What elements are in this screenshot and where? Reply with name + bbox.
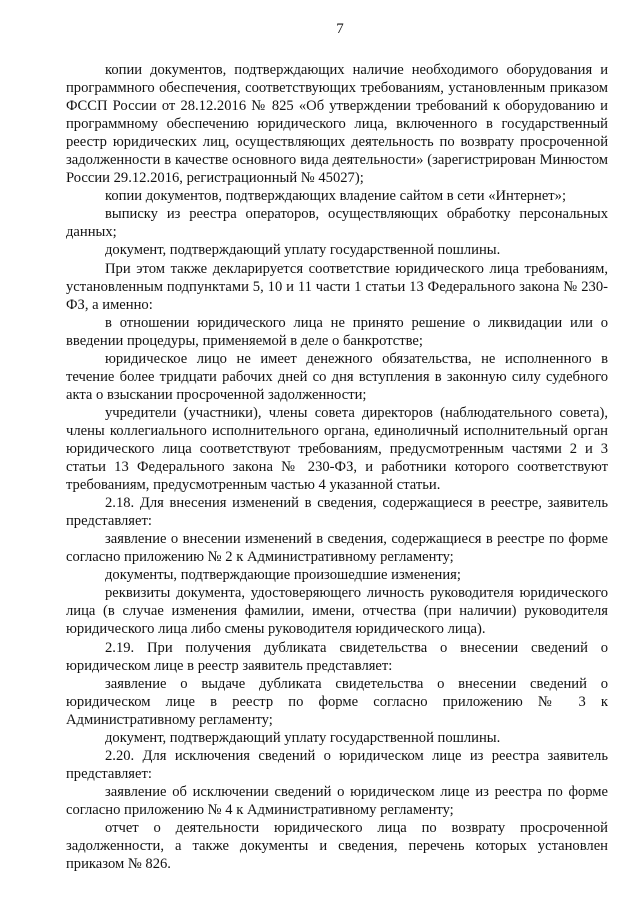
paragraph-declaration: При этом также декларируется соответствие юридического лица требованиям, установленным подпунктами 5, 10 и 11 части 1 статьи 13 Федерального закона № 230-ФЗ, а именно:	[66, 260, 608, 313]
paragraph-activity-report: отчет о деятельности юридического лица по возврату просроченной задолженности, а также документы и сведения, перечень которых установлен приказом № 826.	[66, 819, 608, 873]
document-body	[66, 61, 608, 873]
paragraph-no-monetary-obligation: юридическое лицо не имеет денежного обязательства, не исполненного в течение более тридцати рабочих дней со дня вступления в законную силу судебного акта о взыскании просроченной задолженности;	[66, 350, 608, 403]
paragraph-no-liquidation: в отношении юридического лица не принято решение о ликвидации или о введении процедуры, применяемой в деле о банкротстве;	[66, 314, 608, 349]
paragraph-change-documents: документы, подтверждающие произошедшие изменения;	[105, 567, 461, 584]
paragraph-2-20: 2.20. Для исключения сведений о юридическом лице из реестра заявитель представляет:	[66, 747, 608, 782]
paragraph-website-ownership: копии документов, подтверждающих владение сайтом в сети «Интернет»;	[105, 188, 567, 205]
paragraph-duplicate-state-duty: документ, подтверждающий уплату государственной пошлины.	[105, 729, 501, 746]
paragraph-2-19: 2.19. При получения дубликата свидетельства о внесении сведений о юридическом лице в реестр заявитель представляет:	[66, 639, 608, 674]
paragraph-state-duty: документ, подтверждающий уплату государственной пошлины.	[105, 242, 501, 259]
paragraph-operators-registry: выписку из реестра операторов, осуществляющих обработку персональных данных;	[66, 206, 608, 241]
paragraph-equipment-copies: копии документов, подтверждающих наличие необходимого оборудования и программного обеспечения, соответствующих требованиям, установленным приказом ФССП России от 28.12.2016 № 825 «Об утверждении требований к оборудованию и программному обеспечению юридического лица, включенного в государственный реестр юридических лиц, осуществляющих деятельность по возврату просроченной задолженности в качестве основного вида деятельности» (зарегистрирован Минюстом России 29.12.2016, регистрационный № 45027);	[66, 62, 608, 187]
paragraph-exclusion-application: заявление об исключении сведений о юридическом лице из реестра по форме согласно приложению № 4 к Административному регламенту;	[66, 783, 608, 818]
paragraph-identity-details: реквизиты документа, удостоверяющего личность руководителя юридического лица (в случае изменения фамилии, имени, отчества (при наличии) руководителя юридического лица либо смены руководителя юридического лица).	[66, 585, 608, 638]
paragraph-duplicate-application: заявление о выдаче дубликата свидетельства о внесении сведений о юридическом лице в реестр по форме согласно приложению № 3 к Административному регламенту;	[66, 675, 608, 728]
paragraph-change-application: заявление о внесении изменений в сведения, содержащиеся в реестре по форме согласно приложению № 2 к Административному регламенту;	[66, 531, 608, 566]
paragraph-founders-requirements: учредители (участники), члены совета директоров (наблюдательного совета), члены коллегиального исполнительного органа, единоличный исполнительный орган юридического лица соответствуют требованиям, предусмотренным частями 2 и 3 статьи 13 Федерального закона № 230-ФЗ, и работники которого соответствуют требованиям, предусмотренным частью 4 указанной статьи.	[66, 404, 608, 494]
paragraph-2-18: 2.18. Для внесения изменений в сведения, содержащиеся в реестре, заявитель представляет:	[66, 495, 608, 530]
page-number: 7	[336, 21, 344, 37]
